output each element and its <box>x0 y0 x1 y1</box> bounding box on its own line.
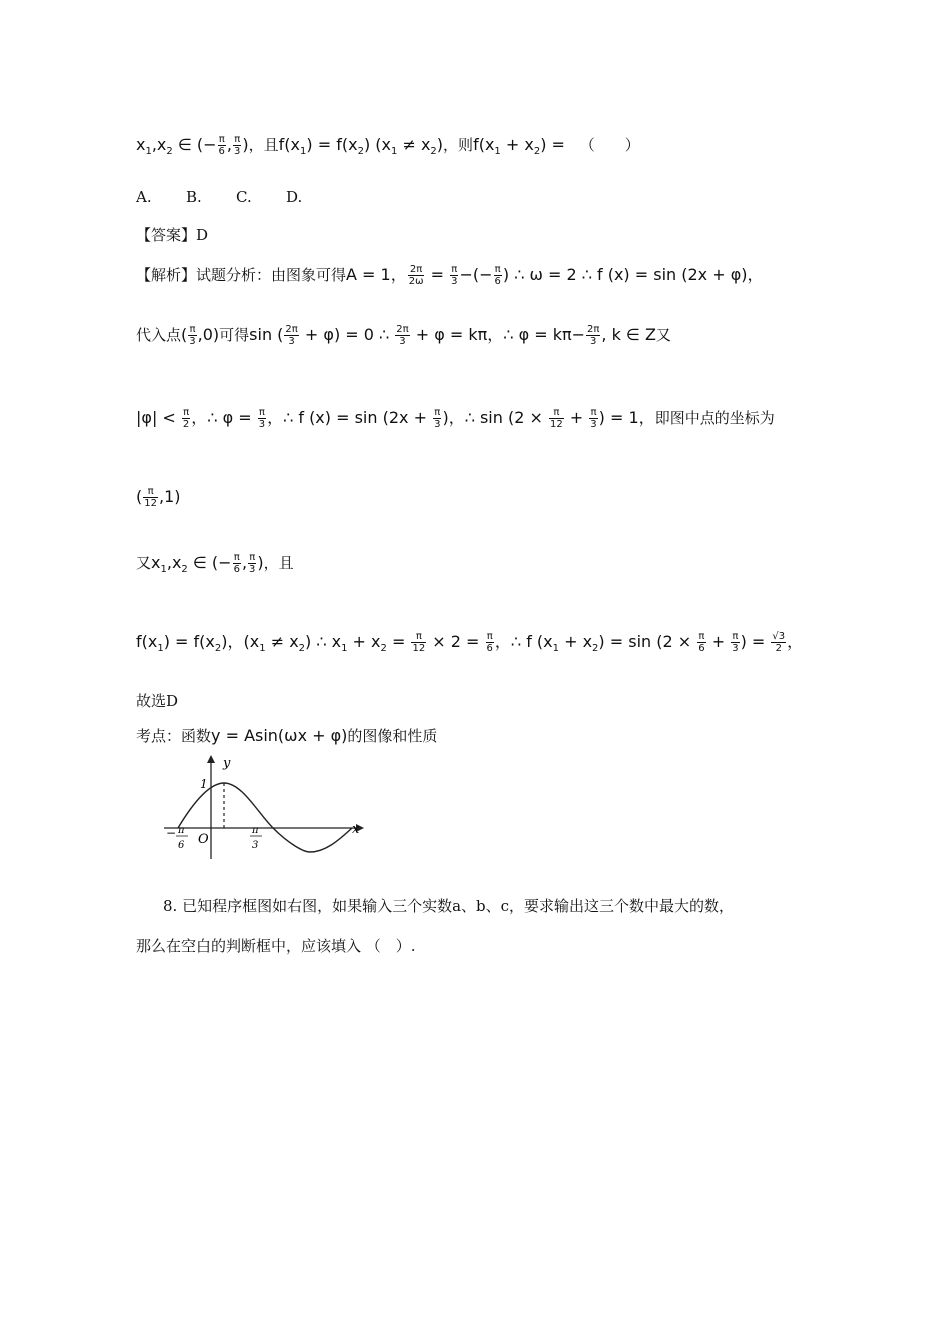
you2-label: 又 <box>136 554 152 572</box>
analysis-formula-5: $x_1,x_2$ ∈ (− $\frac{\pi}{6}$ , $\frac{\pi}{3}$ ) <box>151 552 264 576</box>
analysis-formula-2: sin ( $\frac{2\pi}{3}$ + φ) = 0 ∴ $\frac{2\pi}{3}$ + φ = kπ，∴ φ = kπ− $\frac{2\pi}{3}$ , k ∈ Z <box>249 324 656 347</box>
kaodian-suffix: 的图像和性质 <box>347 727 438 745</box>
neg-pi-label: π <box>178 825 185 836</box>
can-label: 可得 <box>219 326 250 344</box>
analysis-label: 【解析】试题分析：由图象可得 <box>136 266 347 284</box>
neg-sign: − <box>166 826 177 840</box>
q7-options <box>136 188 336 206</box>
stem-formula-3: $f(x_1 + x_2)$ = <box>473 135 565 158</box>
x-label: x <box>352 822 360 837</box>
analysis-line-3 <box>136 405 775 430</box>
conclusion-line: 故选D <box>136 692 179 710</box>
kaodian-formula: y = Asin(ωx + φ) <box>211 726 348 745</box>
point-formula: ( $\frac{\pi}{3}$ ,0) <box>181 324 220 347</box>
midpoint-formula: ( $\frac{\pi}{12}$ ,1) <box>136 486 181 509</box>
analysis-formula-3: |φ| < $\frac{\pi}{2}$ ，∴ φ = $\frac{\pi}{3}$ ，∴ f (x) = sin (2x + $\frac{\pi}{3}$ )，∴ sin (2 × $\frac{\pi}{12}$ + $\frac{\pi}{3}$ ) = 1， <box>136 407 655 430</box>
one-label: 1 <box>200 777 208 791</box>
pi-label: π <box>252 825 259 836</box>
stem-formula-1: $x_1,x_2$ ∈ (− $\frac{\pi}{6}$ , $\frac{\pi}{3}$ ) <box>136 134 249 158</box>
analysis-line-6 <box>136 629 803 654</box>
q7-stem: $x_1,x_2$ ∈ (− $\frac{\pi}{6}$ , $\frac{\pi}{3}$ )，且$f(x_1) = f(x_2) (x_1 \ne x_2)$，则$f(x_1 + x_2)$ = （ ） <box>136 134 640 158</box>
qie-label: ，且 <box>263 554 294 572</box>
option-d: D. <box>286 188 303 206</box>
stem-qie: 且 <box>263 136 279 154</box>
analysis-line-2 <box>136 322 671 347</box>
stem-formula-2: $f(x_1) = f(x_2) (x_1 \ne x_2)$ <box>278 135 444 158</box>
answer-line: 【答案】D <box>136 226 209 244</box>
stem-ze: 则 <box>458 136 474 154</box>
kaodian-line <box>136 725 437 746</box>
y-axis-arrow <box>207 755 215 763</box>
you-label: 又 <box>655 326 671 344</box>
y-label: y <box>223 756 231 771</box>
three-label: 3 <box>252 840 259 851</box>
sub-label: 代入点 <box>136 326 182 344</box>
stem-paren: （ ） <box>579 136 640 154</box>
analysis-line-1 <box>136 262 764 287</box>
midpoint-label: 即图中点的坐标为 <box>654 409 775 427</box>
six-label: 6 <box>178 840 185 851</box>
q8-line-2: 那么在空白的判断框中，应该填入 （ ）. <box>136 937 416 955</box>
option-c: C. <box>236 188 252 206</box>
analysis-line-4 <box>136 486 181 509</box>
analysis-line-5 <box>136 552 294 575</box>
option-a: A. <box>136 188 152 206</box>
sine-graph <box>160 753 375 865</box>
origin-label: O <box>198 832 209 847</box>
option-b: B. <box>186 188 202 206</box>
analysis-formula-1: A = 1， $\frac{2\pi}{2\omega}$ = $\frac{\pi}{3}$ −(− $\frac{\pi}{6}$ ) ∴ ω = 2 ∴ f (x) = sin (2x + φ)， <box>346 264 764 287</box>
kaodian-prefix: 考点：函数 <box>136 727 212 745</box>
q8-line-1: 8. 已知程序框图如右图，如果输入三个实数a、b、c，要求输出这三个数中最大的数， <box>163 897 735 915</box>
analysis-formula-6: $f(x_1) = f(x_2)$，$(x_1 \ne x_2)$ ∴ $x_1 + x_2$ = $\frac{\pi}{12}$ × 2 = $\frac{\pi}{6}$ ，∴ f $(x_1 + x_2) = \sin (2$ × $\frac{\pi}{6}$ + $\frac{\pi}{3}$ ) = $\frac{√3}{2}$ ， <box>136 631 804 655</box>
